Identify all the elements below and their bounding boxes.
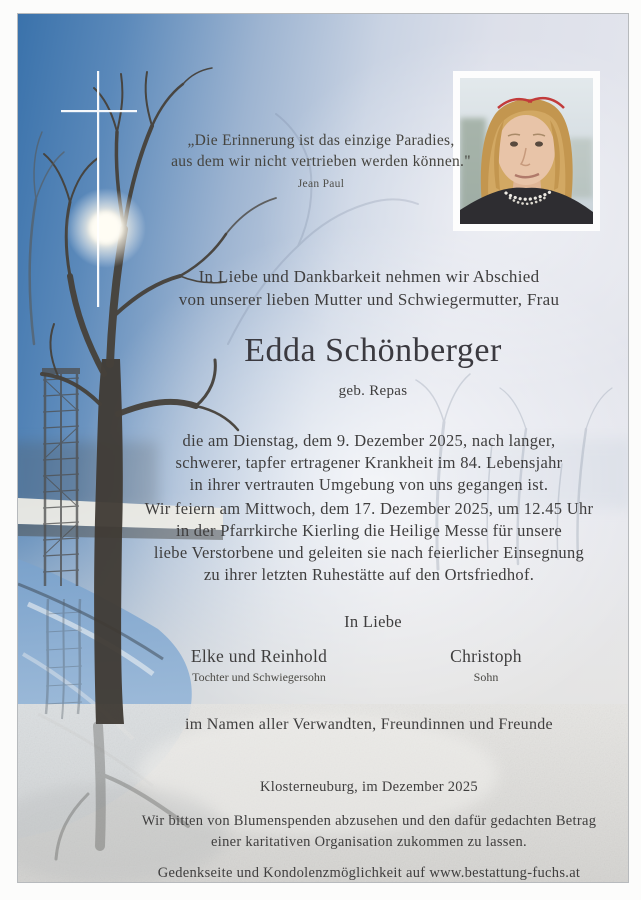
death-notice-line: die am Dienstag, dem 9. Dezember 2025, nach langer,	[182, 431, 556, 450]
mourner-relation: Sohn	[473, 670, 499, 684]
service-notice-line: in der Pfarrkirche Kierling die Heilige Messe für unsere	[175, 521, 563, 540]
in-name-of: im Namen aller Verwandten, Freundinnen und Freunde	[185, 716, 553, 733]
service-notice-line: Wir feiern am Mittwoch, dem 17. Dezember 2025, um 12.45 Uhr	[144, 499, 594, 518]
intro-line: von unserer lieben Mutter und Schwiegermutter, Frau	[178, 290, 560, 309]
mourner-daughter	[148, 646, 370, 685]
mourner-names: Christoph	[450, 646, 522, 666]
card-artwork	[17, 13, 629, 883]
death-notice-line: schwerer, tapfer ertragener Krankheit im 84. Lebensjahr	[175, 453, 563, 472]
mourner-names: Elke und Reinhold	[190, 646, 328, 666]
service-notice-line: liebe Verstorbene und geleiten sie nach feierlicher Einsegnung	[153, 543, 585, 562]
donation-line: Wir bitten von Blumenspenden abzusehen und den dafür gedachten Betrag	[141, 813, 597, 829]
mourner-relation: Tochter und Schwiegersohn	[192, 670, 326, 684]
farewell-phrase: In Liebe	[344, 612, 402, 631]
death-notice	[110, 430, 628, 496]
donation-line: einer karitativen Organisation zukommen zu lassen.	[211, 834, 527, 850]
service-notice	[110, 498, 628, 586]
deceased-name: Edda Schönberger	[244, 332, 502, 369]
place-and-date: Klosterneuburg, im Dezember 2025	[260, 779, 478, 795]
service-notice-line: zu ihrer letzten Ruhestätte auf den Ortsfriedhof.	[203, 565, 535, 584]
maiden-name: geb. Repas	[338, 383, 408, 399]
memorial-quote	[18, 130, 624, 195]
quote-author: Jean Paul	[297, 178, 345, 190]
death-notice-line: in ihrer vertrauten Umgebung von uns gegangen ist.	[189, 475, 549, 494]
intro-line: In Liebe und Dankbarkeit nehmen wir Abschied	[198, 267, 540, 286]
quote-line: aus dem wir nicht vertrieben werden können."	[171, 153, 471, 170]
farewell-intro	[110, 265, 628, 311]
quote-line: „Die Erinnerung ist das einzige Paradies,	[187, 132, 455, 149]
mourner-son	[376, 646, 596, 685]
donation-note	[110, 811, 628, 853]
condolence-note: Gedenkseite und Kondolenzmöglichkeit auf www.bestattung-fuchs.at	[157, 865, 581, 881]
sun-core	[90, 212, 122, 244]
